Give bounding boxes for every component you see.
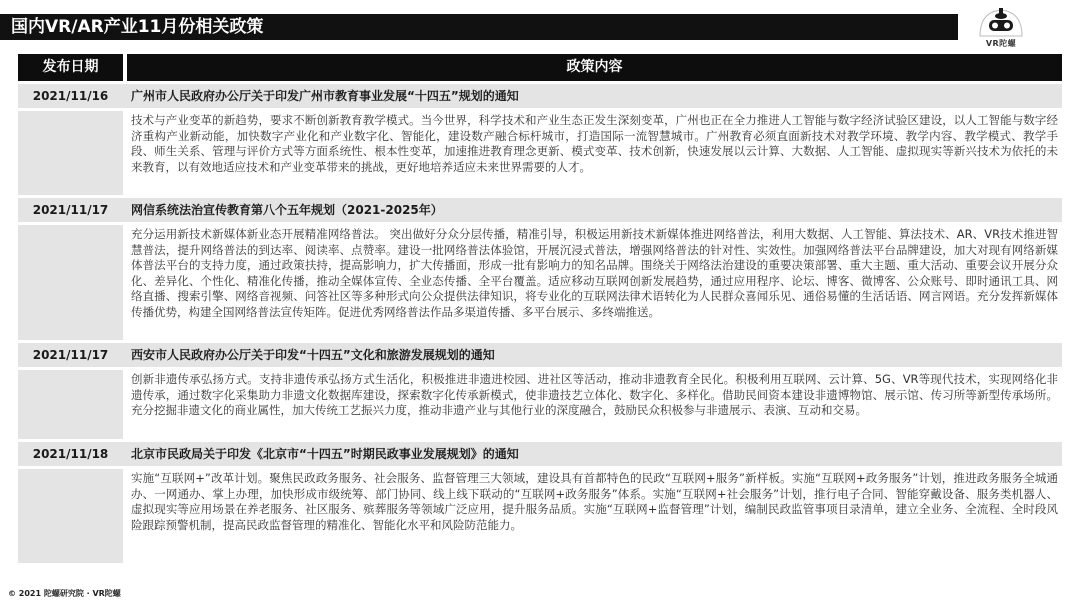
- policy-title: 网信系统法治宣传教育第八个五年规划（2021-2025年）: [131, 203, 443, 217]
- page-title: 国内VR/AR产业11月份相关政策: [0, 14, 958, 40]
- policy-title-row: [18, 343, 1062, 367]
- policy-title-row: [18, 198, 1062, 222]
- date-cell-blank: [18, 111, 123, 195]
- column-header-content: 政策内容: [123, 54, 1062, 81]
- policy-table: [18, 54, 1062, 563]
- date-cell-blank: [18, 370, 123, 439]
- policy-title: 广州市人民政府办公厅关于印发广州市教育事业发展“十四五”规划的通知: [131, 89, 519, 103]
- policy-content-row: [18, 111, 1062, 195]
- policy-date: 2021/11/18: [32, 447, 109, 461]
- policy-content-row: [18, 370, 1062, 439]
- date-cell-blank: [18, 469, 123, 563]
- policy-title: 西安市人民政府办公厅关于印发“十四五”文化和旅游发展规划的通知: [131, 348, 495, 362]
- policy-date: 2021/11/17: [32, 348, 109, 362]
- logo-icon: [976, 6, 1026, 40]
- table-header: [18, 54, 1062, 81]
- policy-text: 创新非遗传承弘扬方式。支持非遗传承弘扬方式生活化，积极推进非遗进校园、进社区等活动，推动非遗教育全民化。积极利用互联网、云计算、5G、VR等现代技术，实现网络化非遗传承，通过数字化采集助力非遗文化数据库建设，探索数字化传承新模式，使非遗技艺立体化、数字化、多样化。借助民间资本建设非遗博物馆、展示馆、传习所等新型传承场所。充分挖掘非遗文化的商业属性，加大传统工艺振兴力度，推动非遗产业与其他行业的深度融合，鼓励民众积极参与非遗展示、表演、互动和交易。: [131, 372, 1058, 418]
- policy-content-row: [18, 225, 1062, 340]
- policy-title: 北京市民政局关于印发《北京市“十四五”时期民政事业发展规划》的通知: [131, 447, 519, 461]
- logo-text: VR陀螺: [985, 39, 1017, 48]
- policy-date: 2021/11/16: [32, 89, 109, 103]
- column-header-date: 发布日期: [42, 59, 99, 75]
- copyright-footer: © 2021 陀螺研究院 · VR陀螺: [8, 589, 121, 598]
- policy-content-row: [18, 469, 1062, 563]
- policy-title-row: [18, 84, 1062, 108]
- policy-title-row: [18, 442, 1062, 466]
- date-cell-blank: [18, 225, 123, 340]
- policy-text: 实施“互联网+”改革计划。聚焦民政政务服务、社会服务、监督管理三大领域，建设具有首都特色的民政“互联网+服务”新样板。实施“互联网+政务服务”计划，推进政务服务全城通办、一网通办、掌上办理，加快形成市级统筹、部门协同、线上线下联动的“互联网+政务服务”体系。实施“互联网+社会服务”计划，推行电子合同、智能穿戴设备、服务类机器人、虚拟现实等应用场景在养老服务、社区服务、殡葬服务等领域广泛应用，提升服务品质。实施“互联网+监督管理”计划，编制民政监管事项目录清单，建立全业务、全流程、全时段风险跟踪预警机制，提高民政监督管理的精准化、智能化水平和风险防范能力。: [131, 471, 1058, 532]
- policy-text: 技术与产业变革的新趋势，要求不断创新教育教学模式。当今世界，科学技术和产业生态正发生深刻变革，广州也正在全力推进人工智能与数字经济试验区建设，以人工智能与数字经济重构产业新动能，加快数字产业化和产业数字化、智能化，建设数产融合标杆城市，打造国际一流智慧城市。广州教育必须直面新技术对教学环境、教学内容、教学模式、教学手段、师生关系、管理与评价方式等方面系统性、根本性变革，加速推进教育理念更新、模式变革、技术创新，快速发展以云计算、大数据、人工智能、虚拟现实等新兴技术为依托的未来教育，以有效地适应技术和产业变革带来的挑战，更好地培养适应未来世界需要的人才。: [131, 113, 1058, 174]
- policy-text: 充分运用新技术新媒体新业态开展精准网络普法。 突出做好分众分层传播，精准引导，积极运用新技术新媒体推进网络普法，利用大数据、人工智能、算法技术、AR、VR技术推进智慧普法，提升网络普法的到达率、阅读率、点赞率。建设一批网络普法体验馆，开展沉浸式普法，增强网络普法的针对性、实效性。加强网络普法平台品牌建设，加大对现有网络新媒体普法平台的支持力度，通过政策扶持，提高影响力，扩大传播面，形成一批有影响力的知名品牌。围绕关于网络法治建设的重要决策部署、重大主题、重大活动、重要会议开展分众化、差异化、个性化、精准化传播，推动全媒体宣传、全业态传播、全平台覆盖。适应移动互联网创新发展趋势，通过应用程序、论坛、博客、微博客、公众账号、即时通讯工具、网络直播、搜索引擎、网络音视频、问答社区等多种形式向公众提供法律知识，将专业化的互联网法律术语转化为人民群众喜闻乐见、通俗易懂的生活话语、网言网语。充分发挥新媒体传播优势，构建全国网络普法宣传矩阵。促进优秀网络普法作品多渠道传播、多平台展示、多终端推送。: [131, 227, 1058, 319]
- policy-date: 2021/11/17: [32, 203, 109, 217]
- vr-tuoluo-logo: [976, 6, 1026, 50]
